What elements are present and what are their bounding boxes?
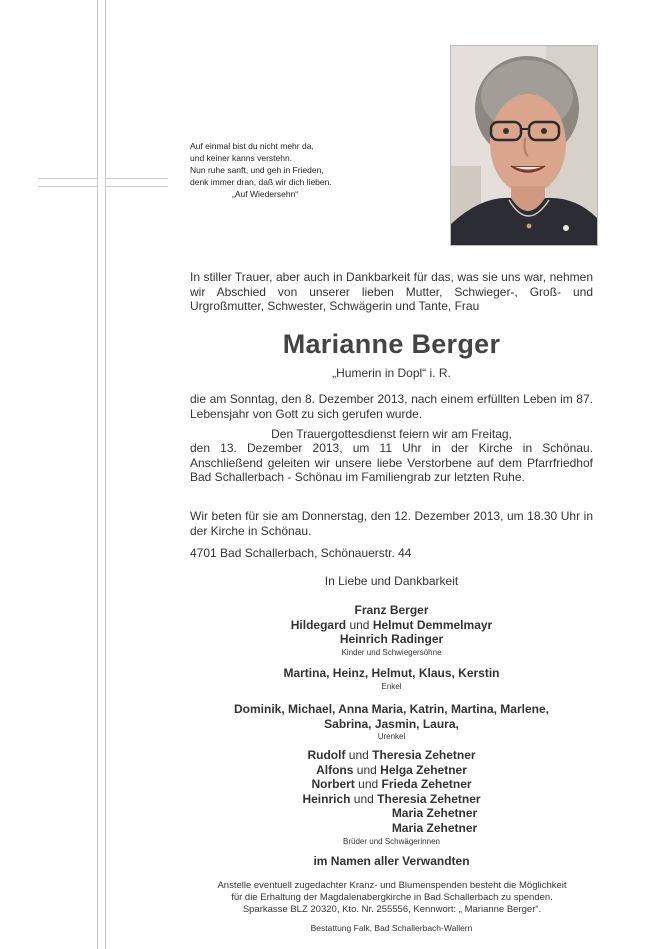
donation-notice xyxy=(150,880,634,916)
family-and: und xyxy=(356,762,377,777)
family-name: Martina, Heinz, Helmut, Klaus, Kerstin xyxy=(283,666,500,680)
poem-line: und keiner kanns verstehn. xyxy=(190,153,293,163)
donation-line: Sparkasse BLZ 20320, Kto. Nr. 255556, Kennwort: „ Marianne Berger“. xyxy=(242,904,542,915)
family-name: Maria Zehetner xyxy=(391,820,478,835)
family-great-grandchildren xyxy=(190,702,593,742)
family-children xyxy=(190,603,593,658)
cross-vertical-line-2 xyxy=(105,0,106,949)
poem-line: denk immer dran, daß wir dich lieben. xyxy=(190,177,332,187)
family-grandchildren xyxy=(190,666,593,692)
intro-text: In stiller Trauer, aber auch in Dankbarkeit für das, was sie uns war, nehmen wir Abschied von unserer lieben Mutter, Schwieger-, Groß- und Urgroßmutter, Schwester, Schwägerin und Tante, Frau xyxy=(190,270,593,314)
deceased-nickname: „Humerin in Dopl“ i. R. xyxy=(332,366,451,380)
funeral-intro: Den Trauergottesdienst feiern wir am Freitag, xyxy=(271,427,512,441)
death-notice: die am Sonntag, den 8. Dezember 2013, nach einem erfüllten Leben im 87. Lebensjahr von Gott zu sich gerufen wurde. xyxy=(190,392,593,421)
family-name-part: Heinrich xyxy=(302,791,351,806)
family-and: und xyxy=(358,777,379,792)
family-name xyxy=(190,792,593,807)
donation-line: für die Erhaltung der Magdalenabergkirche in Bad Schallerbach zu spenden. xyxy=(231,892,553,903)
deceased-name: Marianne Berger xyxy=(282,329,501,359)
family-role: Kinder und Schwiegersöhne xyxy=(341,647,442,657)
family-name xyxy=(190,777,593,792)
family-name-part: Hildegard xyxy=(290,617,347,632)
family-name xyxy=(190,618,593,633)
family-name-part: Rudolf xyxy=(307,748,346,762)
family-name-part: Theresia Zehetner xyxy=(372,748,476,762)
donation-line: Anstelle eventuell zugedachter Kranz- und Blumenspenden besteht die Möglichkeit xyxy=(217,880,567,891)
family-name-part: Helmut Demmelmayr xyxy=(372,617,493,632)
family-name-part: Norbert xyxy=(311,777,355,792)
prayer-notice: Wir beten für sie am Donnerstag, den 12. Dezember 2013, um 18.30 Uhr in der Kirche in Schönau. xyxy=(190,509,593,538)
address: 4701 Bad Schallerbach, Schönauerstr. 44 xyxy=(190,546,412,560)
cross-vertical-line xyxy=(97,0,98,949)
closing-phrase: In Liebe und Dankbarkeit xyxy=(324,574,459,588)
family-and: und xyxy=(348,748,369,762)
family-name: Heinrich Radinger xyxy=(339,632,444,647)
family-name: Maria Zehetner xyxy=(391,806,478,821)
family-name: Franz Berger xyxy=(354,603,429,617)
poem-line: „Auf Wiedersehn“ xyxy=(232,189,299,199)
family-name-part: Theresia Zehetner xyxy=(377,791,481,806)
poem-line: Nun ruhe sanft, und geh in Frieden, xyxy=(190,165,324,175)
cross-intersection xyxy=(98,178,105,187)
family-role: Urenkel xyxy=(377,732,406,742)
family-name-part: Alfons xyxy=(316,762,354,777)
family-and: und xyxy=(353,791,374,806)
funeral-details: den 13. Dezember 2013, um 11 Uhr in der Kirche in Schönau. Anschließend geleiten wir unsere liebe Verstorbene auf dem Pfarrfriedhof Bad Schallerbach - Schönau im Familiengrab zur letzten Ruhe. xyxy=(190,441,593,485)
family-name xyxy=(190,763,593,778)
all-relatives: im Namen aller Verwandten xyxy=(313,854,470,868)
family-siblings xyxy=(190,748,593,847)
portrait-illustration xyxy=(451,46,597,245)
family-name: Dominik, Michael, Anna Maria, Katrin, Martina, Marlene, xyxy=(234,702,549,716)
portrait-photo xyxy=(450,45,598,246)
family-name: Sabrina, Jasmin, Laura, xyxy=(324,716,459,731)
family-name-part: Frieda Zehetner xyxy=(381,777,472,792)
poem-line: Auf einmal bist du nicht mehr da, xyxy=(190,141,314,151)
family-role: Brüder und Schwägerinnen xyxy=(343,836,440,846)
family-name-part: Helga Zehetner xyxy=(380,762,467,777)
family-name xyxy=(190,748,593,763)
family-and: und xyxy=(349,617,370,632)
family-role: Enkel xyxy=(381,681,402,691)
poem xyxy=(190,140,390,200)
undertaker: Bestattung Falk, Bad Schallerbach-Wallern xyxy=(310,923,473,933)
